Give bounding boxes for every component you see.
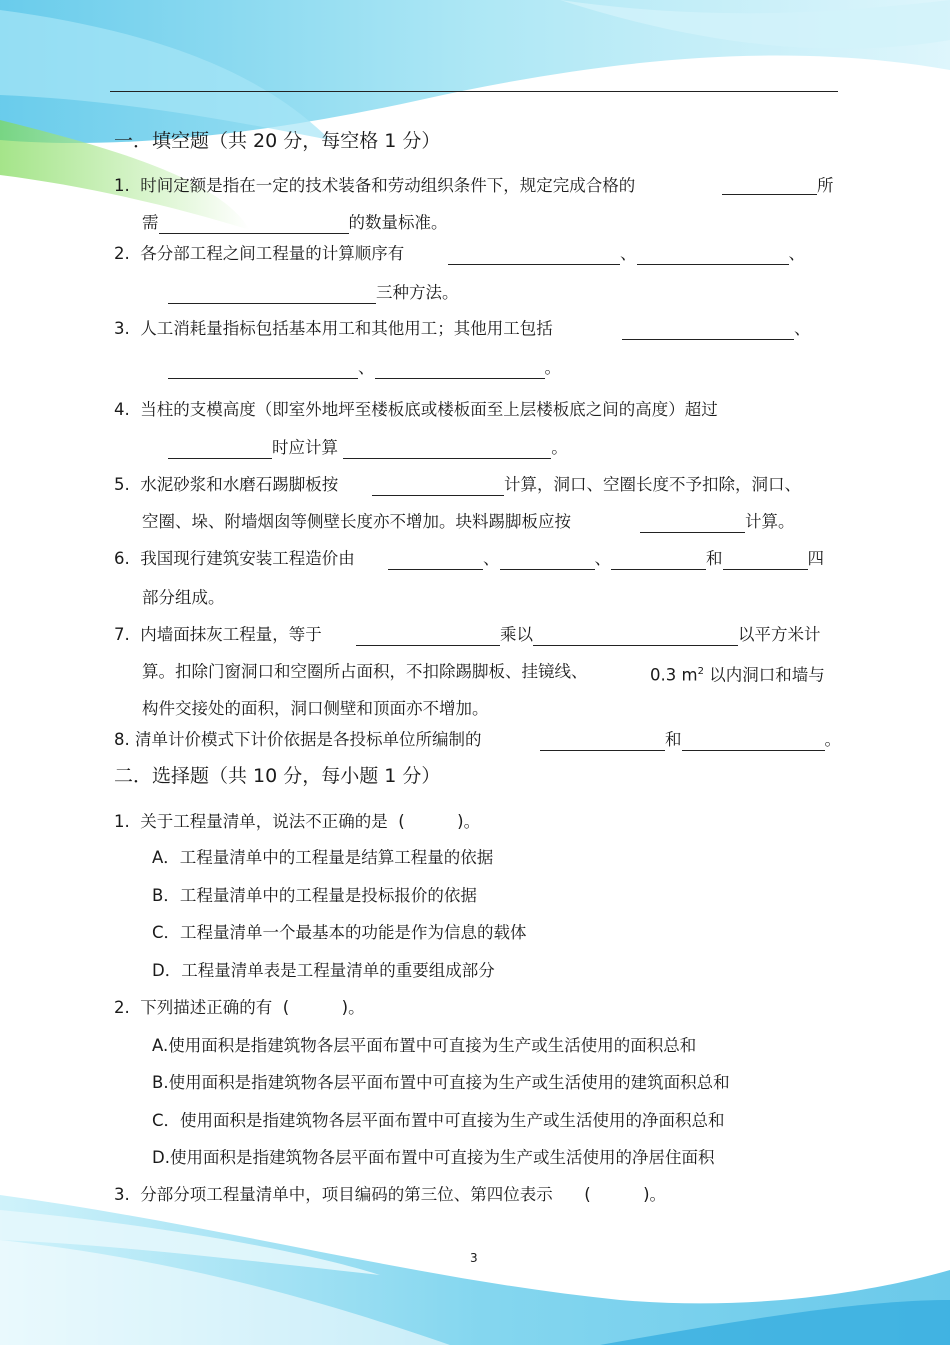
q3-line-1: 3. 人工消耗量指标包括基本用工和其他用工；其他用工包括 [114, 319, 553, 338]
answer-blank[interactable] [611, 551, 706, 570]
q1-line-2: 需 的数量标准。 [142, 213, 448, 232]
section-2-title: 二．选择题（共 10 分，每小题 1 分） [114, 765, 441, 787]
q6-line-1: 6. 我国现行建筑安装工程造价由 [114, 549, 355, 568]
q5-blank-2: 计算。 [640, 511, 795, 533]
q8-blanks: 和 。 [540, 729, 841, 751]
answer-blank[interactable] [640, 514, 745, 533]
q5-blank-1: 计算，洞口、空圈长度不予扣除，洞口、 [372, 474, 801, 496]
q6-line-2: 部分组成。 [142, 588, 225, 607]
answer-blank[interactable] [622, 321, 794, 340]
q7-line-1: 7. 内墙面抹灰工程量，等于 [114, 625, 322, 644]
mc2-option-c[interactable]: C．使用面积是指建筑物各层平面布置中可直接为生产或生活使用的净面积总和 [152, 1111, 725, 1130]
q4-line-1: 4. 当柱的支模高度（即室外地坪至楼板底或楼板面至上层楼板底之间的高度）超过 [114, 400, 718, 419]
q5-line-1: 5. 水泥砂浆和水磨石踢脚板按 [114, 475, 339, 494]
q2-blanks: 、 、 [448, 243, 805, 265]
answer-blank[interactable] [168, 440, 272, 459]
q2-line-1: 2. 各分部工程之间工程量的计算顺序有 [114, 244, 405, 263]
answer-blank[interactable] [533, 627, 738, 646]
q6-blanks: 、 、 和 四 [388, 548, 824, 570]
q3-blank-1: 、 [622, 318, 811, 340]
answer-blank[interactable] [448, 246, 620, 265]
q7-line-3: 构件交接处的面积，洞口侧壁和顶面亦不增加。 [142, 699, 489, 718]
q1-tail: 所 [817, 176, 834, 195]
answer-blank[interactable] [723, 551, 808, 570]
answer-blank[interactable] [540, 732, 665, 751]
mc2-option-a[interactable]: A.使用面积是指建筑物各层平面布置中可直接为生产或生活使用的面积总和 [152, 1036, 697, 1055]
q7-line-2b: 0.3 $m^2$ 以内洞口和墙与 [650, 665, 825, 685]
answer-blank[interactable] [372, 477, 504, 496]
section-1-title: 一．填空题（共 20 分，每空格 1 分） [114, 130, 441, 152]
answer-blank[interactable] [375, 360, 545, 379]
q7-blanks: 乘以 以平方米计 [356, 624, 821, 646]
mc2-stem: 2. 下列描述正确的有 ( )。 [114, 998, 365, 1017]
answer-blank[interactable] [682, 732, 825, 751]
header-rule [110, 91, 838, 92]
q4-line-2: 时应计算 。 [168, 437, 568, 459]
mc1-option-a[interactable]: A．工程量清单中的工程量是结算工程量的依据 [152, 848, 494, 867]
q3-line-2: 、 。 [168, 357, 561, 379]
answer-blank[interactable] [388, 551, 483, 570]
mc2-option-d[interactable]: D.使用面积是指建筑物各层平面布置中可直接为生产或生活使用的净居住面积 [152, 1148, 715, 1167]
answer-blank[interactable] [637, 246, 789, 265]
mc1-option-d[interactable]: D．工程量清单表是工程量清单的重要组成部分 [152, 961, 495, 980]
answer-blank[interactable] [722, 176, 817, 195]
answer-blank[interactable] [168, 360, 358, 379]
page-number: 3 [470, 1251, 478, 1265]
q8-line-1: 8. 清单计价模式下计价依据是各投标单位所编制的 [114, 730, 482, 749]
mc2-option-b[interactable]: B.使用面积是指建筑物各层平面布置中可直接为生产或生活使用的建筑面积总和 [152, 1073, 730, 1092]
q5-line-2: 空圈、垛、附墙烟囱等侧壁长度亦不增加。块料踢脚板应按 [142, 512, 571, 531]
mc3-stem: 3. 分部分项工程量清单中，项目编码的第三位、第四位表示 ( )。 [114, 1185, 667, 1204]
answer-blank[interactable] [356, 627, 500, 646]
q7-line-2: 算。扣除门窗洞口和空圈所占面积，不扣除踢脚板、挂镜线、 [142, 662, 588, 681]
answer-blank[interactable] [343, 440, 551, 459]
mc1-option-b[interactable]: B．工程量清单中的工程量是投标报价的依据 [152, 886, 477, 905]
mc1-option-c[interactable]: C．工程量清单一个最基本的功能是作为信息的载体 [152, 923, 527, 942]
mc1-stem: 1. 关于工程量清单，说法不正确的是 ( )。 [114, 812, 481, 831]
answer-blank[interactable] [500, 551, 595, 570]
answer-blank[interactable] [168, 285, 376, 304]
q2-line-2: 三种方法。 [168, 282, 459, 304]
answer-blank[interactable] [159, 215, 349, 234]
q1-line-1: 1. 时间定额是指在一定的技术装备和劳动组织条件下，规定完成合格的 [114, 176, 636, 195]
